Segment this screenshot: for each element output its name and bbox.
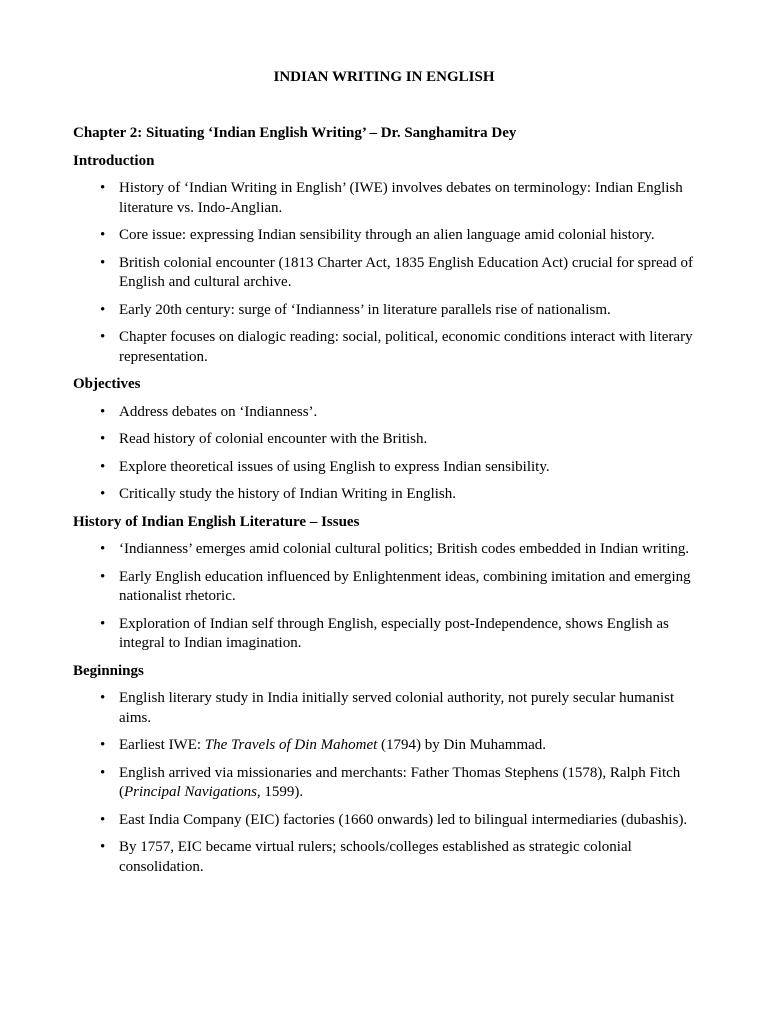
list-item: [73, 615, 703, 654]
history-issues-list: [73, 540, 703, 654]
list-item-text: History of ‘Indian Writing in English’ (IWE) involves debates on terminology: Indian English literature vs. Indo-Anglian.: [119, 180, 683, 216]
bullet-icon: •: [100, 301, 106, 318]
section-heading-objectives: Objectives: [73, 376, 141, 392]
list-item: [73, 301, 703, 321]
section-heading-beginnings: Beginnings: [73, 662, 144, 679]
list-item: [73, 811, 703, 831]
list-item: [73, 179, 703, 218]
list-item-text-prefix: Earliest IWE:: [119, 737, 205, 753]
list-item: [73, 689, 703, 728]
bullet-icon: •: [100, 541, 106, 557]
list-item: [73, 458, 703, 478]
bullet-icon: •: [100, 690, 106, 706]
section-heading-introduction: Introduction: [73, 152, 155, 169]
bullet-icon: •: [100, 431, 106, 447]
bullet-icon: •: [100, 403, 106, 420]
list-item-text: East India Company (EIC) factories (1660 onwards) led to bilingual intermediaries (dubashis).: [119, 811, 688, 828]
list-item-text: Chapter focuses on dialogic reading: social, political, economic conditions interact with literary representation.: [119, 329, 693, 365]
bullet-icon: •: [100, 458, 106, 475]
list-item: [73, 226, 703, 246]
list-item: [73, 838, 703, 877]
list-item-text-prefix: English arrived via missionaries and merchants: Father Thomas Stephens (1578), Ralph Fitch (: [119, 764, 681, 800]
bullet-icon: •: [100, 615, 106, 632]
list-item-text: Address debates on ‘Indianness’.: [119, 403, 318, 420]
list-item: [73, 430, 703, 450]
bullet-icon: •: [100, 737, 106, 753]
section-heading-history-issues: History of Indian English Literature – Issues: [73, 513, 360, 530]
chapter-heading: Chapter 2: Situating ‘Indian English Writing’ – Dr. Sanghamitra Dey: [73, 125, 517, 141]
list-item-text-suffix: , 1599).: [256, 784, 304, 800]
bullet-icon: •: [100, 180, 106, 196]
list-item: [73, 568, 703, 607]
book-title: Principal Navigations: [124, 784, 257, 800]
list-item-text: Critically study the history of Indian Writing in English.: [119, 486, 457, 502]
list-item: [73, 328, 703, 367]
list-item-text: British colonial encounter (1813 Charter Act, 1835 English Education Act) crucial for spread of English and cultural archive.: [119, 254, 694, 290]
bullet-icon: •: [100, 568, 106, 585]
bullet-icon: •: [100, 254, 106, 271]
list-item: [73, 403, 703, 423]
list-item: [73, 485, 703, 505]
beginnings-list: [73, 689, 703, 877]
bullet-icon: •: [100, 839, 106, 855]
bullet-icon: •: [100, 329, 106, 345]
list-item-text-suffix: (1794) by Din Muhammad.: [377, 737, 547, 753]
list-item-text: Core issue: expressing Indian sensibility through an alien language amid colonial history.: [119, 227, 655, 243]
list-item-text: Exploration of Indian self through English, especially post-Independence, shows English as integral to Indian imagination.: [119, 615, 669, 651]
list-item-text: ‘Indianness’ emerges amid colonial cultural politics; British codes embedded in Indian writing.: [119, 541, 690, 557]
bullet-icon: •: [100, 486, 106, 502]
list-item-text: Early 20th century: surge of ‘Indianness’ in literature parallels rise of nationalism.: [119, 301, 611, 318]
list-item: [73, 540, 703, 560]
bullet-icon: •: [100, 227, 106, 243]
objectives-list: [73, 403, 703, 505]
bullet-icon: •: [100, 764, 106, 781]
book-title: The Travels of Din Mahomet: [204, 737, 378, 753]
list-item-text: By 1757, EIC became virtual rulers; schools/colleges established as strategic colonial consolidation.: [119, 839, 632, 875]
list-item-text: Read history of colonial encounter with the British.: [119, 431, 428, 447]
introduction-list: [73, 179, 703, 367]
list-item: [73, 254, 703, 293]
list-item: [73, 764, 703, 803]
list-item-text: Explore theoretical issues of using English to express Indian sensibility.: [119, 458, 550, 475]
bullet-icon: •: [100, 811, 106, 828]
list-item: [73, 736, 703, 756]
document-body: [73, 124, 703, 885]
document-title: INDIAN WRITING IN ENGLISH: [273, 69, 495, 85]
list-item-text: Early English education influenced by Enlightenment ideas, combining imitation and emerging nationalist rhetoric.: [119, 568, 691, 604]
list-item-text: English literary study in India initially served colonial authority, not purely secular humanist aims.: [119, 690, 675, 726]
